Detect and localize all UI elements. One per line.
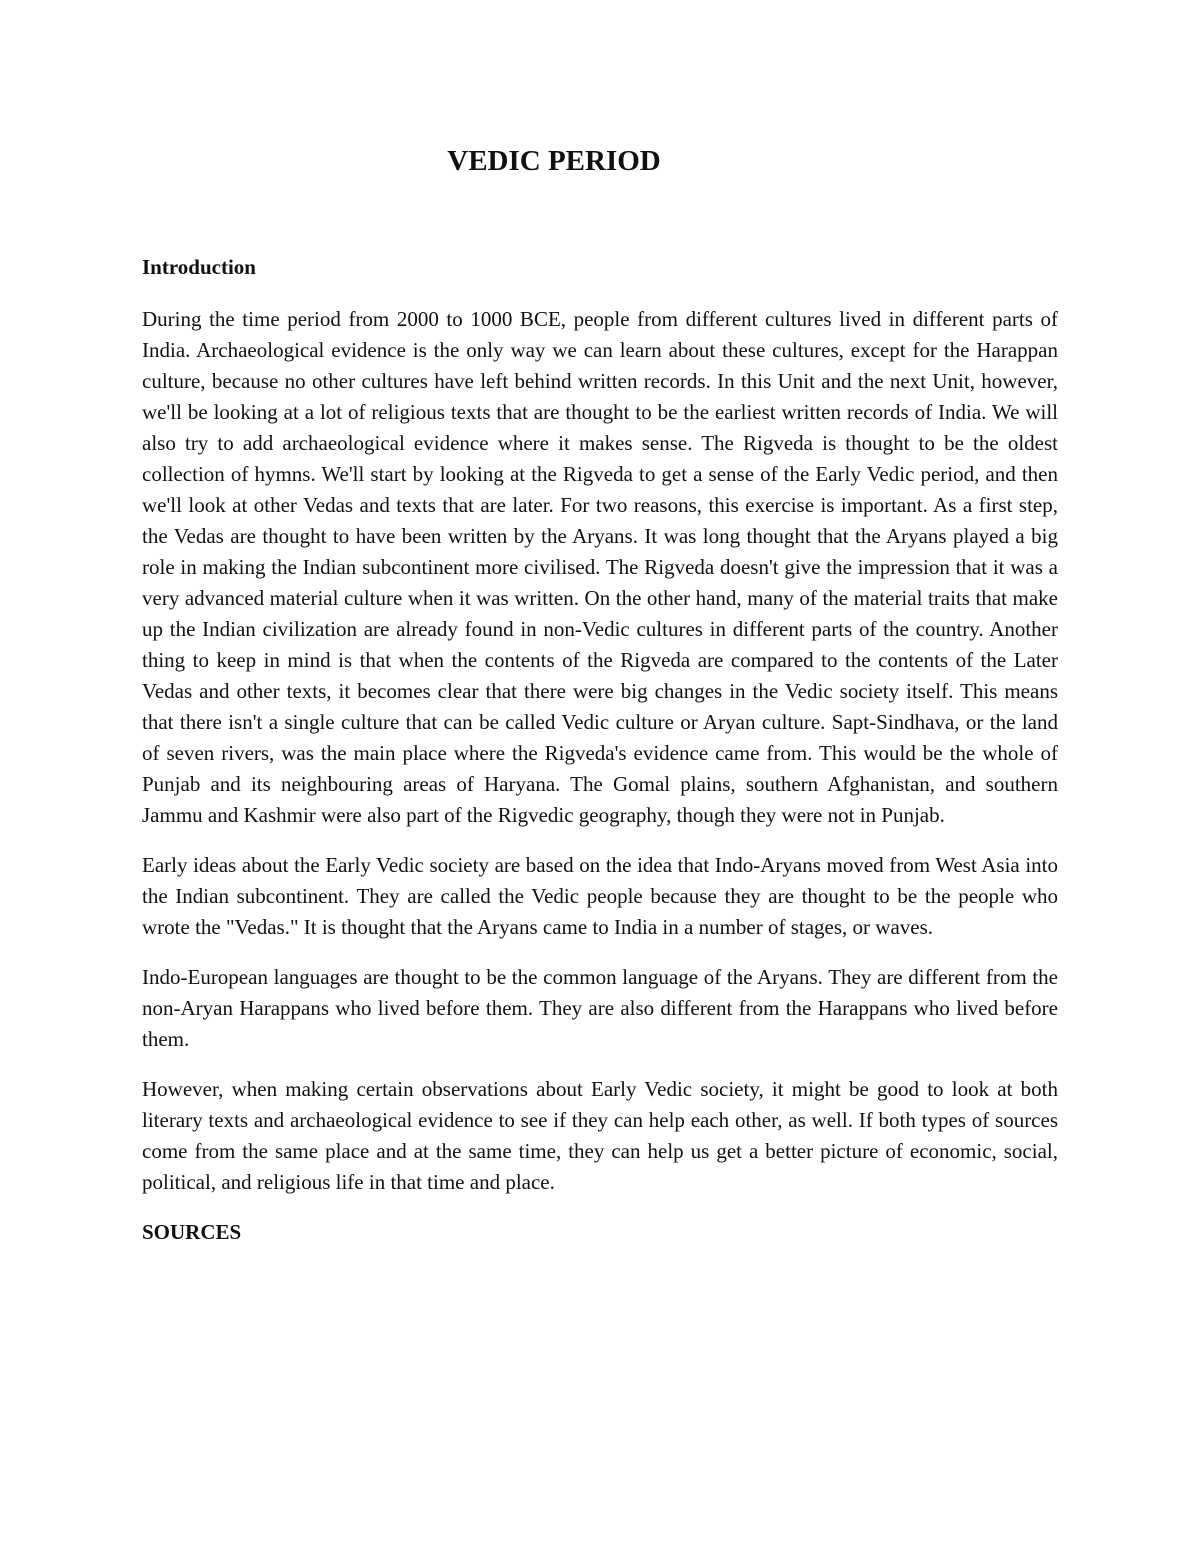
paragraph-3: Indo-European languages are thought to be the common language of the Aryans. They are different from the non-Aryan Harappans who lived before them. They are also different from the Harappans who lived before them. — [142, 965, 1058, 1051]
paragraph-4: However, when making certain observations about Early Vedic society, it might be good to look at both literary texts and archaeological evidence to see if they can help each other, as well. If both types of sources come from the same place and at the same time, they can help us get a better picture of economic, social, political, and religious life in that time and place. — [142, 1077, 1058, 1194]
page-title: VEDIC PERIOD — [447, 145, 661, 177]
section-heading-introduction: Introduction — [142, 255, 256, 279]
document-body — [142, 252, 1058, 1248]
paragraph-1: During the time period from 2000 to 1000 BCE, people from different cultures lived in different parts of India. Archaeological evidence is the only way we can learn about these cultures, except for the Harappan culture, because no other cultures have left behind written records. In this Unit and the next Unit, however, we'll be looking at a lot of religious texts that are thought to be the earliest written records of India. We will also try to add archaeological evidence where it makes sense. The Rigveda is thought to be the oldest collection of hymns. We'll start by looking at the Rigveda to get a sense of the Early Vedic period, and then we'll look at other Vedas and texts that are later. For two reasons, this exercise is important. As a first step, the Vedas are thought to have been written by the Aryans. It was long thought that the Aryans played a big role in making the Indian subcontinent more civilised. The Rigveda doesn't give the impression that it was a very advanced material culture when it was written. On the other hand, many of the material traits that make up the Indian civilization are already found in non-Vedic cultures in different parts of the country. Another thing to keep in mind is that when the contents of the Rigveda are compared to the contents of the Later Vedas and other texts, it becomes clear that there were big changes in the Vedic society itself. This means that there isn't a single culture that can be called Vedic culture or Aryan culture. Sapt-Sindhava, or the land of seven rivers, was the main place where the Rigveda's evidence came from. This would be the whole of Punjab and its neighbouring areas of Haryana. The Gomal plains, southern Afghanistan, and southern Jammu and Kashmir were also part of the Rigvedic geography, though they were not in Punjab. — [142, 307, 1058, 827]
paragraph-2: Early ideas about the Early Vedic society are based on the idea that Indo-Aryans moved from West Asia into the Indian subcontinent. They are called the Vedic people because they are thought to be the people who wrote the "Vedas." It is thought that the Aryans came to India in a number of stages, or waves. — [142, 853, 1058, 939]
section-heading-sources: SOURCES — [142, 1220, 242, 1244]
